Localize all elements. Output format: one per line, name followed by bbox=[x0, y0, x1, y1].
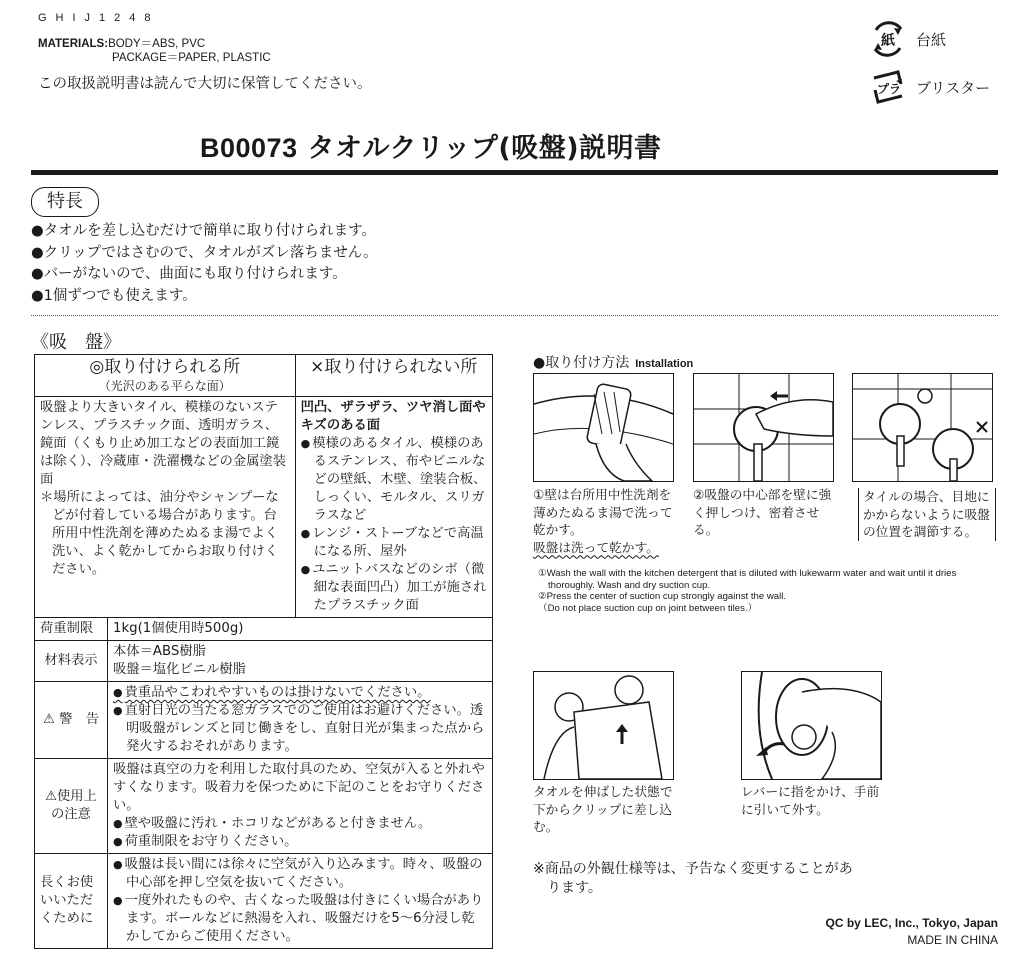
suction-table bbox=[34, 354, 493, 949]
features-list bbox=[31, 221, 378, 307]
step1-text: ①壁は台所用中性洗剤を薄めたぬるま湯で洗って乾かす。 bbox=[533, 487, 673, 537]
english-step1: ①Wash the wall with the kitchen detergent that is diluted with lukewarm water and wait until it dries thoroughly. Wash and dry suction cup. bbox=[538, 568, 957, 591]
warning-cell bbox=[108, 682, 493, 759]
ok-title-cell bbox=[35, 355, 296, 397]
plastic-mark-text: プラ bbox=[876, 82, 902, 96]
paper-recycle-icon bbox=[868, 20, 908, 58]
feature-item: ●バーがないので、曲面にも取り付けられます。 bbox=[31, 266, 347, 282]
material-cup: 吸盤＝塩化ビニル樹脂 bbox=[113, 662, 246, 677]
feature-item: ●タオルを差し込むだけで簡単に取り付けられます。 bbox=[31, 223, 376, 239]
spec-change-notice: ※商品の外観仕様等は、予告なく変更することがあります。 bbox=[533, 861, 853, 896]
english-step3: （Do not place suction cup on joint between tiles.） bbox=[538, 602, 758, 614]
product-code: GHIJ1248 bbox=[38, 12, 160, 24]
page-title bbox=[200, 126, 662, 165]
section-divider bbox=[31, 315, 998, 316]
ng-item: ● ユニットバスなどのシボ（微細な表面凹凸）加工が施されたプラスチック面 bbox=[301, 561, 487, 615]
plastic-recycle-label: ブリスター bbox=[916, 78, 991, 97]
features-heading: 特長 bbox=[31, 187, 99, 217]
title-rule bbox=[31, 170, 998, 175]
ng-title-cell bbox=[295, 355, 492, 397]
caution-label-2: の注意 bbox=[51, 807, 91, 822]
feature-item: ●1個ずつでも使えます。 bbox=[31, 287, 197, 304]
ok-body-cell bbox=[35, 397, 296, 618]
ok-title: ◎取り付けられる所 bbox=[89, 357, 241, 377]
caution-label-1: 使用上 bbox=[57, 789, 97, 804]
towel-caption: タオルを伸ばした状態で下からクリップに差し込む。 bbox=[533, 784, 673, 834]
warning-label: 警 告 bbox=[59, 712, 100, 727]
longuse-item: ● 吸盤は長い間には徐々に空気が入り込みます。時々、吸盤の中心部を押し空気を抜いてください。 bbox=[113, 856, 487, 892]
load-label: 荷重制限 bbox=[35, 618, 108, 641]
material-body: 本体＝ABS樹脂 bbox=[113, 644, 206, 659]
caution-item: ● 荷重制限をお守りください。 bbox=[113, 833, 487, 851]
load-value: 1kg(1個使用時500g) bbox=[108, 618, 493, 641]
feature-item: ●クリップではさむので、タオルがズレ落ちません。 bbox=[31, 244, 378, 261]
caution-cell bbox=[108, 759, 493, 854]
install-heading-en: Installation bbox=[635, 358, 694, 370]
ok-note: ＊場所によっては、油分やシャンプーなどが付着している場合があります。台所用中性洗剤を薄めたぬるま湯でよく洗い、よく乾かしてからお取り付けください。 bbox=[40, 490, 279, 577]
longuse-cell bbox=[108, 854, 493, 949]
step1-caption bbox=[533, 486, 683, 556]
tile-position-illustration bbox=[852, 373, 993, 482]
warning-triangle-icon: ⚠ bbox=[42, 712, 55, 727]
english-step2: ②Press the center of suction cup strongly against the wall. bbox=[538, 591, 787, 602]
materials-package: PACKAGE＝PAPER, PLASTIC bbox=[112, 52, 271, 64]
warning-item: ● 直射日光の当たる窓ガラスでのご使用はお避けください。透明吸盤がレンズと同じ働きをし、直射日光が集まった点から発火するおそれがあります。 bbox=[113, 702, 487, 756]
english-instructions bbox=[538, 568, 988, 614]
caution-label-cell bbox=[35, 759, 108, 854]
warning-label-cell bbox=[35, 682, 108, 759]
paper-recycle-mark bbox=[868, 20, 946, 58]
ok-body: 吸盤より大きいタイル、模様のないステンレス、プラスチック面、透明ガラス、鏡面（くもり止め加工などの表面加工鏡は除く）、冷蔵庫・洗濯機などの金属塗装面 bbox=[40, 400, 286, 487]
title-code: B00073 bbox=[200, 133, 298, 163]
keep-notice: この取扱説明書は読んで大切に保管してください。 bbox=[38, 76, 372, 92]
materials-label: MATERIALS: bbox=[38, 38, 109, 50]
material-label: 材料表示 bbox=[35, 641, 108, 682]
ng-title: ×取り付けられない所 bbox=[310, 357, 478, 377]
towel-insert-illustration bbox=[533, 671, 674, 780]
ng-body-cell bbox=[295, 397, 492, 618]
install-heading-jp: ●取り付け方法 bbox=[533, 355, 630, 371]
longuse-label: 長くお使いいただくために bbox=[35, 854, 108, 949]
caution-item: ● 壁や吸盤に汚れ・ホコリなどがあると付きません。 bbox=[113, 815, 487, 833]
caution-triangle-icon: ⚠ bbox=[45, 789, 58, 804]
qc-line: QC by LEC, Inc., Tokyo, Japan bbox=[825, 916, 998, 930]
materials-body: BODY＝ABS, PVC bbox=[108, 38, 206, 50]
longuse-item: ● 一度外れたものや、古くなった吸盤は付きにくい場合があります。ボールなどに熱湯を入れ、吸盤だけを5〜6分浸し乾かしてからご使用ください。 bbox=[113, 892, 487, 946]
footer bbox=[826, 915, 998, 949]
paper-mark-text: 紙 bbox=[881, 33, 895, 49]
step3-caption: タイルの場合、目地にかからないように吸盤の位置を調節する。 bbox=[858, 488, 996, 541]
made-in-line: MADE IN CHINA bbox=[907, 933, 998, 947]
paper-recycle-label: 台紙 bbox=[916, 30, 947, 49]
install-heading bbox=[533, 352, 693, 372]
remove-caption: レバーに指をかけ、手前に引いて外す。 bbox=[741, 784, 880, 817]
ng-item: ● 模様のあるタイル、模様のあるステンレス、布やビニルなどの壁紙、木壁、塗装合板、しっくい、モルタル、スリガラスなど bbox=[301, 435, 487, 525]
plastic-recycle-mark bbox=[868, 68, 990, 106]
press-cup-illustration bbox=[693, 373, 834, 482]
caution-intro: 吸盤は真空の力を利用した取付具のため、空気が入ると外れやすくなります。吸着力を保つために下記のことをお守りください。 bbox=[113, 762, 485, 813]
step1-subtext: 吸盤は洗って乾かす。 bbox=[533, 539, 659, 555]
ok-subtitle: （光沢のある平らな面） bbox=[98, 379, 231, 393]
title-text: タオルクリップ(吸盤)説明書 bbox=[307, 133, 662, 164]
plastic-recycle-icon bbox=[868, 68, 908, 106]
step2-caption: ②吸盤の中心部を壁に強く押しつけ、密着させる。 bbox=[693, 487, 832, 537]
suction-heading: 《吸 盤》 bbox=[31, 332, 121, 353]
warning-item: ● 貴重品やこわれやすいものは掛けないでください。 bbox=[113, 684, 487, 702]
ng-head: 凹凸、ザラザラ、ツヤ消し面やキズのある面 bbox=[300, 400, 486, 433]
ng-item: ● レンジ・ストーブなどで高温になる所、屋外 bbox=[301, 525, 487, 561]
material-cell bbox=[108, 641, 493, 682]
remove-cup-illustration bbox=[741, 671, 882, 780]
materials bbox=[38, 37, 271, 65]
wipe-wall-illustration bbox=[533, 373, 674, 482]
